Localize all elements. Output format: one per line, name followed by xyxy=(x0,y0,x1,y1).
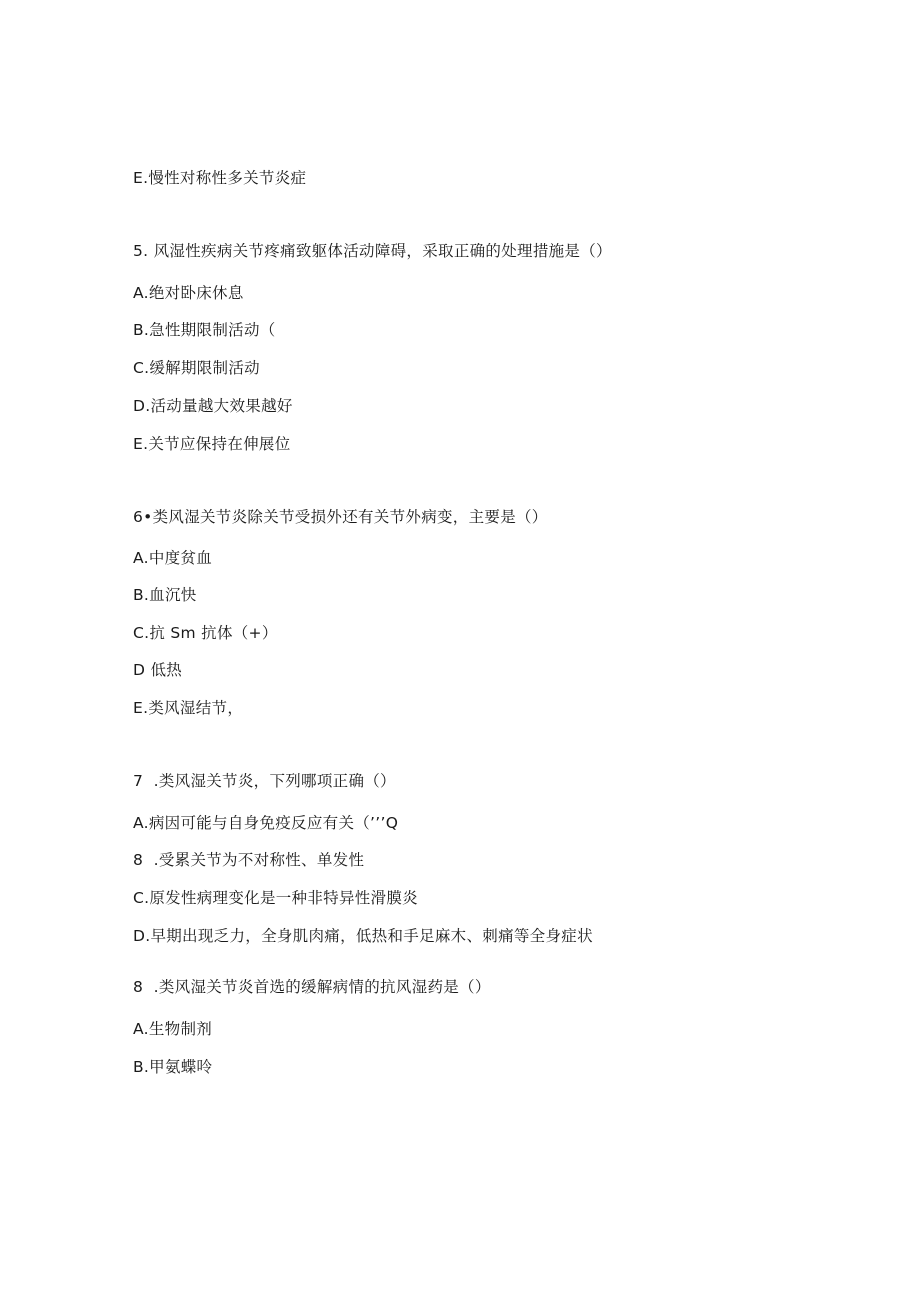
q5-option-c: C.缓解期限制活动 xyxy=(133,359,260,377)
q6-option-d: D 低热 xyxy=(133,661,183,679)
q6-option-e: E.类风湿结节， xyxy=(133,699,244,717)
q4-option-e: E.慢性对称性多关节炎症 xyxy=(133,169,307,187)
q7-option-a: A.病因可能与自身免疫反应有关（’’’Q xyxy=(133,814,399,832)
q5-option-d: D.活动量越大效果越好 xyxy=(133,397,293,415)
q8-question: 8 .类风湿关节炎首选的缓解病情的抗风湿药是（） xyxy=(133,978,491,996)
q5-option-a: A.绝对卧床休息 xyxy=(133,284,244,302)
q8-option-a: A.生物制剂 xyxy=(133,1020,213,1038)
q7-option-d: D.早期出现乏力，全身肌肉痛，低热和手足麻木、刺痛等全身症状 xyxy=(133,927,593,945)
q6-option-b: B.血沉快 xyxy=(133,586,197,604)
q5-option-b: B.急性期限制活动（ xyxy=(133,321,276,339)
q8-option-b: B.甲氨蝶呤 xyxy=(133,1058,213,1076)
q7-option-b: 8 .受累关节为不对称性、单发性 xyxy=(133,851,365,869)
q7-question: 7 .类风湿关节炎，下列哪项正确（） xyxy=(133,772,396,790)
q6-question: 6•类风湿关节炎除关节受损外还有关节外病变，主要是（） xyxy=(133,508,548,526)
q6-option-c: C.抗 Sm 抗体（+） xyxy=(133,624,278,642)
q5-question: 5. 风湿性疾病关节疼痛致躯体活动障碍，采取正确的处理措施是（） xyxy=(133,242,612,260)
q7-option-c: C.原发性病理变化是一种非特异性滑膜炎 xyxy=(133,889,418,907)
q6-option-a: A.中度贫血 xyxy=(133,549,213,567)
q5-option-e: E.关节应保持在伸展位 xyxy=(133,435,291,453)
